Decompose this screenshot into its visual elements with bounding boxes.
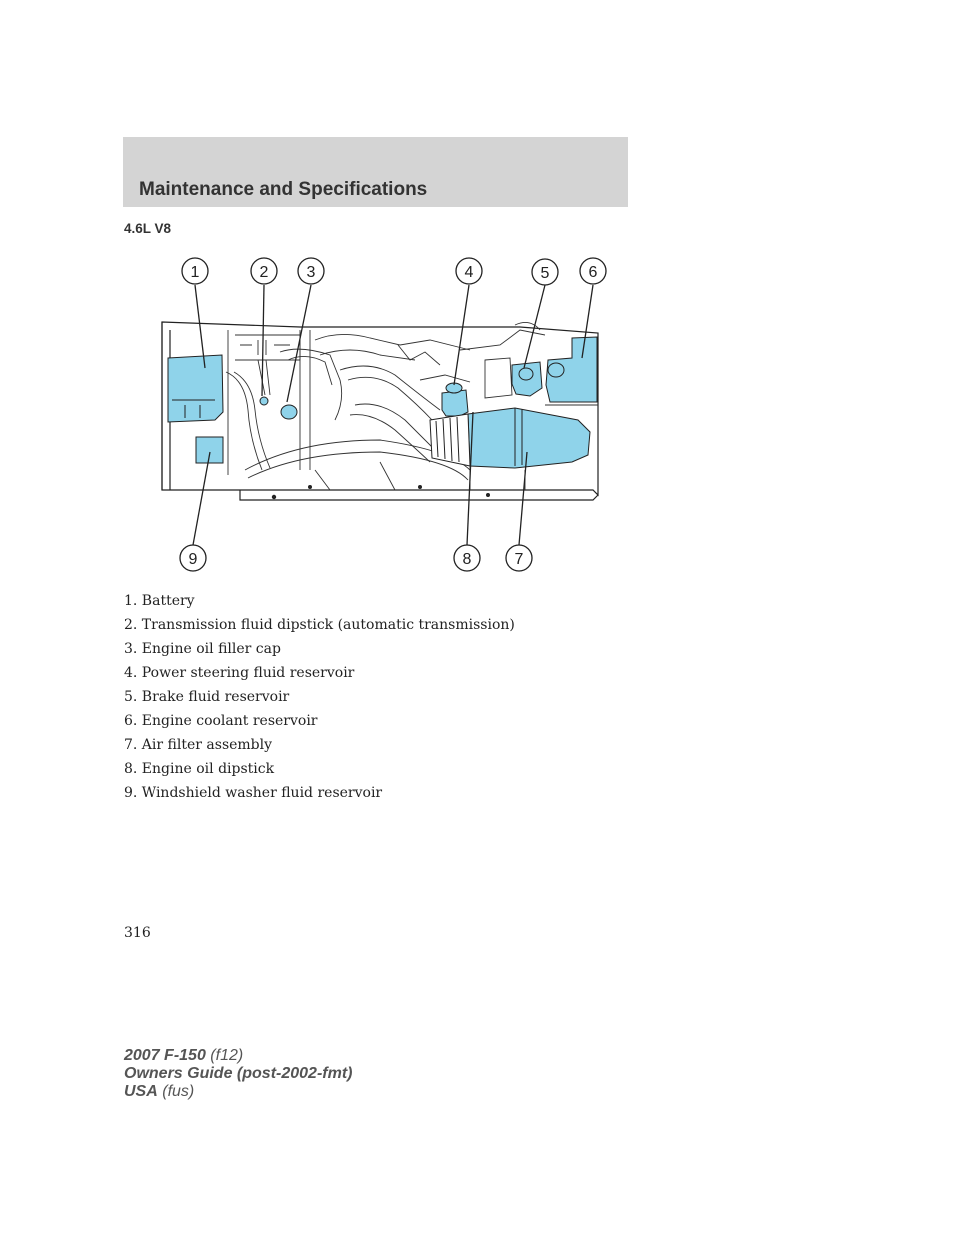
callout-label-7: 7	[514, 551, 524, 568]
callout-label-3: 3	[306, 264, 316, 281]
legend-item: 4. Power steering fluid reservoir	[124, 665, 355, 681]
legend-item: 1. Battery	[124, 593, 195, 609]
footer-model-code: (f12)	[210, 1047, 244, 1064]
callout-label-1: 1	[190, 264, 200, 281]
callout-label-5: 5	[540, 265, 550, 282]
footer-guide: Owners Guide (post-2002-fmt)	[124, 1065, 353, 1082]
brake-fluid-reservoir	[512, 362, 542, 396]
document-footer	[124, 1047, 352, 1101]
coolant-reservoir	[546, 337, 597, 402]
callout-label-9: 9	[188, 551, 198, 568]
windshield-washer-reservoir	[196, 437, 223, 463]
oil-filler-cap	[281, 405, 297, 419]
footer-line-guide	[124, 1065, 352, 1083]
legend-item: 8. Engine oil dipstick	[124, 761, 275, 777]
callout-label-8: 8	[462, 551, 472, 568]
legend-item: 7. Air filter assembly	[124, 737, 273, 753]
legend-item: 2. Transmission fluid dipstick (automatic transmission)	[124, 617, 515, 633]
callout-label-4: 4	[464, 264, 474, 281]
battery	[168, 355, 223, 422]
legend-item: 3. Engine oil filler cap	[124, 641, 281, 657]
footer-market-code: (fus)	[162, 1083, 195, 1100]
legend-item: 6. Engine coolant reservoir	[124, 713, 318, 729]
bolt-markers	[272, 485, 490, 499]
engine-heading: 4.6L V8	[124, 221, 172, 236]
legend-item: 5. Brake fluid reservoir	[124, 689, 290, 705]
footer-line-model	[124, 1047, 352, 1065]
transmission-dipstick	[260, 397, 268, 405]
engine-compartment-diagram	[155, 255, 615, 575]
footer-line-market	[124, 1083, 352, 1101]
air-filter-assembly	[430, 408, 590, 468]
page-title: Maintenance and Specifications	[139, 179, 428, 200]
page-number: 316	[124, 925, 151, 941]
callout-label-6: 6	[588, 264, 598, 281]
section-header-band	[123, 137, 628, 207]
footer-model: 2007 F-150	[124, 1047, 206, 1064]
component-legend	[124, 589, 515, 805]
footer-market: USA	[124, 1083, 158, 1100]
power-steering-reservoir	[442, 383, 468, 416]
legend-item: 9. Windshield washer fluid reservoir	[124, 785, 383, 801]
callout-label-2: 2	[259, 264, 269, 281]
